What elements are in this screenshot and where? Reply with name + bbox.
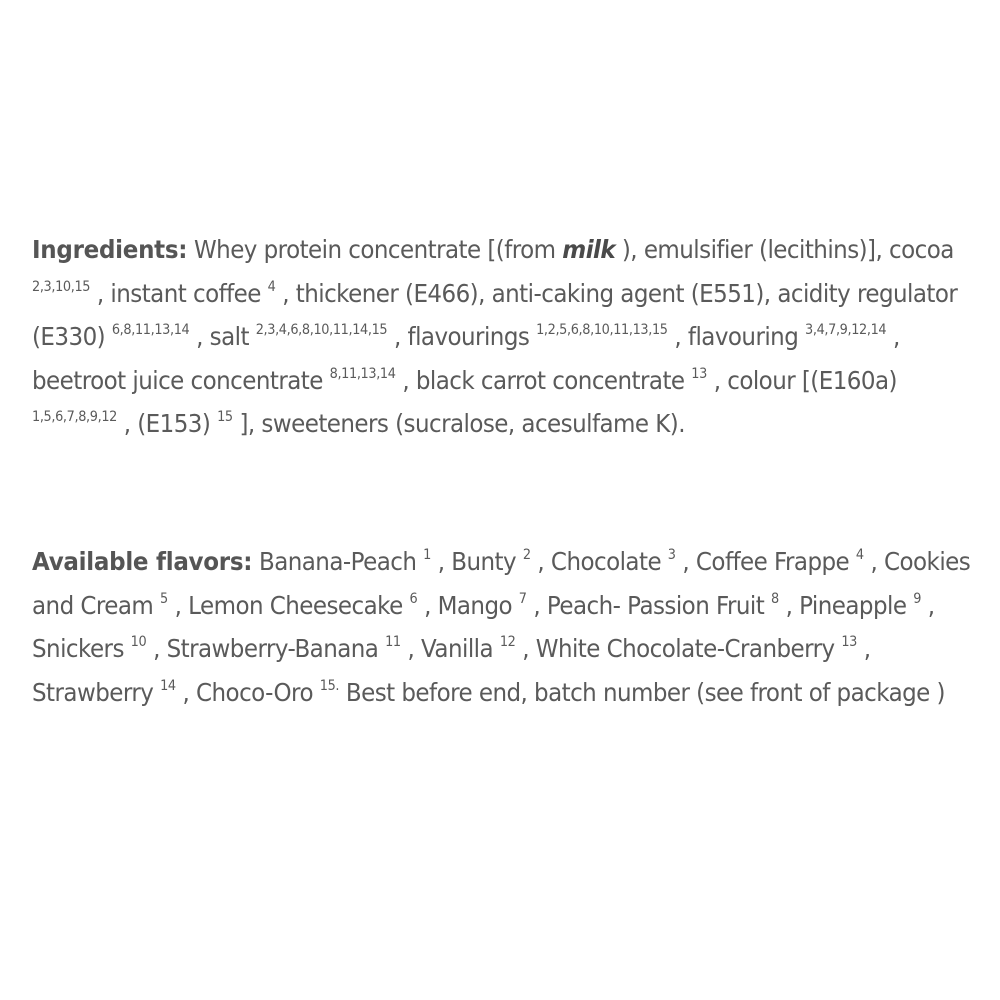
ingredients-text: ], sweeteners (sucralose, acesulfame K). — [232, 409, 685, 438]
footnote-ref: 1 — [423, 547, 431, 563]
flavors-text: , Choco-Oro — [175, 677, 320, 707]
footnote-ref: 15. — [319, 677, 340, 694]
flavors-text: Banana-Peach — [252, 547, 424, 576]
footnote-ref: 5 — [160, 590, 168, 607]
footnote-ref: 13 — [691, 365, 707, 382]
flavors-text: , Strawberry-Banana — [146, 634, 386, 663]
ingredients-text: , thickener (E466), anti-caking agent (E551), acidity regulator (E330) — [32, 278, 958, 351]
ingredients-text: , flavourings — [387, 322, 537, 351]
flavors-text: Best before end, batch number (see front of package ) — [339, 677, 945, 707]
footnote-ref: 15 — [217, 409, 233, 425]
ingredients-text: , beetroot juice concentrate — [32, 322, 900, 395]
ingredients-text: , instant coffee — [90, 278, 268, 308]
footnote-ref: 8 — [770, 590, 779, 607]
flavors-text: , Pineapple — [778, 590, 914, 620]
footnote-ref: 1,2,5,6,8,10,11,13,15 — [536, 322, 668, 338]
footnote-ref: 13 — [841, 634, 857, 650]
footnote-ref: 4 — [267, 278, 276, 295]
footnote-ref: 1,5,6,7,8,9,12 — [32, 409, 117, 425]
footnote-ref: 9 — [913, 590, 922, 607]
flavors-text: , Mango — [417, 590, 519, 620]
footnote-ref: 12 — [499, 634, 516, 650]
allergen-milk: milk — [562, 235, 616, 264]
footnote-ref: 3 — [667, 547, 676, 563]
footnote-ref: 11 — [385, 634, 401, 650]
flavors-text: , Lemon Cheesecake — [167, 590, 410, 620]
ingredients-text: , (E153) — [116, 409, 218, 438]
footnote-ref: 8,11,13,14 — [329, 365, 396, 382]
footnote-ref: 2 — [522, 547, 531, 563]
flavors-text: , Coffee Frappe — [675, 547, 856, 576]
footnote-ref: 14 — [160, 677, 176, 694]
flavors-text: , Peach- Passion Fruit — [526, 590, 771, 620]
ingredients-text: ), emulsifier (lecithins)], cocoa — [615, 235, 954, 264]
ingredients-text: , black carrot concentrate — [395, 365, 692, 395]
ingredients-text: , flavouring — [667, 322, 806, 351]
flavors-text: , Bunty — [430, 547, 523, 576]
footnote-ref: 10 — [130, 634, 147, 650]
footnote-ref: 6 — [409, 590, 418, 607]
flavors-text: , Snickers — [32, 590, 935, 663]
footnote-ref: 3,4,7,9,12,14 — [805, 322, 887, 338]
flavors-text: , White Chocolate-Cranberry — [515, 634, 842, 663]
flavors-text: , Vanilla — [400, 634, 500, 663]
footnote-ref: 2,3,4,6,8,10,11,14,15 — [255, 322, 388, 338]
footnote-ref: 6,8,11,13,14 — [111, 322, 190, 338]
flavors-paragraph — [32, 540, 975, 714]
ingredients-text: , salt — [189, 322, 256, 351]
ingredients-text: , colour [(E160a) — [706, 365, 897, 395]
ingredients-text: Whey protein concentrate [(from — [187, 235, 563, 264]
footnote-ref: 4 — [855, 547, 864, 563]
flavors-text: , Cookies and Cream — [32, 547, 971, 620]
flavors-label: Available flavors: — [32, 547, 253, 576]
ingredients-paragraph — [32, 228, 975, 446]
flavors-text: , Strawberry — [32, 634, 871, 707]
ingredients-label: Ingredients: — [32, 235, 188, 264]
footnote-ref: 2,3,10,15 — [32, 278, 91, 295]
footnote-ref: 7 — [518, 590, 527, 607]
flavors-text: , Chocolate — [530, 547, 668, 576]
